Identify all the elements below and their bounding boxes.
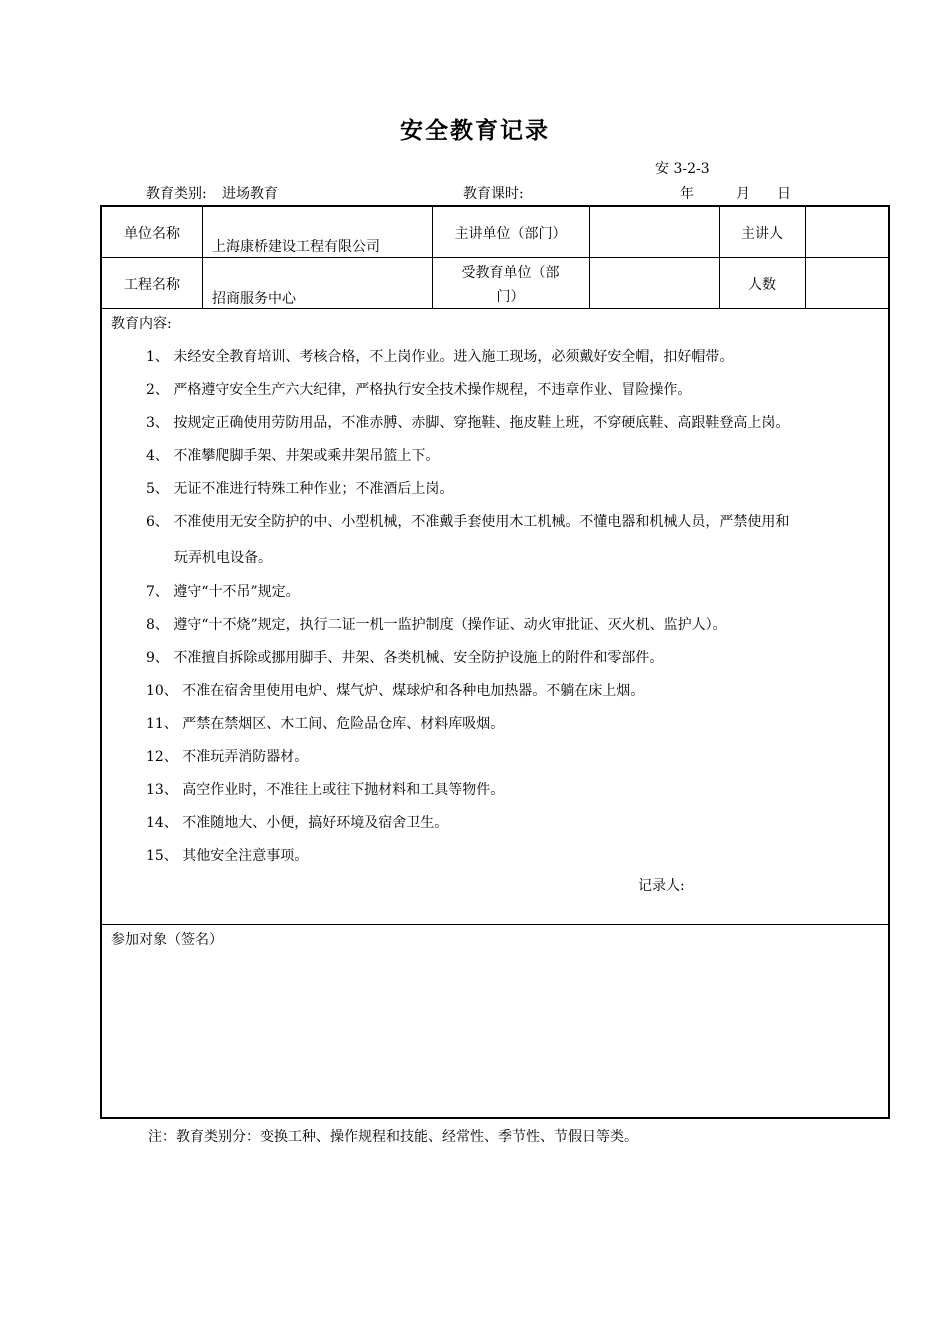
content-item: 15、 其他安全注意事项。: [146, 848, 309, 864]
content-item: 4、 不准攀爬脚手架、井架或乘井架吊篮上下。: [146, 448, 440, 464]
content-item: 5、 无证不准进行特殊工种作业；不准酒后上岗。: [146, 481, 454, 497]
col-divider: [805, 207, 806, 308]
trainee-unit-label: 受教育单位（部: [461, 265, 560, 281]
content-item: 8、 遵守“十不烧”规定，执行二证一机一监护制度（操作证、动火审批证、灭火机、监护人）。: [146, 617, 727, 633]
col-divider: [202, 207, 203, 308]
footnote: 注：教育类别分：变换工种、操作规程和技能、经常性、季节性、节假日等类。: [148, 1129, 638, 1145]
row-divider: [102, 257, 888, 258]
unit-name-label: 单位名称: [124, 226, 180, 242]
category-label: 教育类别:: [146, 186, 207, 202]
content-item: 2、 严格遵守安全生产六大纪律，严格执行安全技术操作规程，不违章作业、冒险操作。: [146, 382, 692, 398]
headcount-label: 人数: [748, 277, 776, 293]
hours-label: 教育课时:: [463, 186, 524, 202]
document-code: 安 3-2-3: [655, 161, 710, 177]
content-item: 1、 未经安全教育培训、考核合格，不上岗作业。进入施工现场，必须戴好安全帽，扣好帽带。: [146, 349, 734, 365]
day-label: 日: [777, 186, 791, 202]
host-unit-label: 主讲单位（部门）: [454, 226, 567, 242]
year-label: 年: [680, 186, 694, 202]
trainee-unit-label-cont: 门）: [496, 289, 525, 305]
content-item: 3、 按规定正确使用劳防用品，不准赤膊、赤脚、穿拖鞋、拖皮鞋上班，不穿硬底鞋、高跟鞋登高上岗。: [146, 415, 790, 431]
col-divider: [589, 207, 590, 308]
category-value: 进场教育: [222, 186, 278, 202]
month-label: 月: [736, 186, 750, 202]
content-item: 10、 不准在宿舍里使用电炉、煤气炉、煤球炉和各种电加热器。不躺在床上烟。: [146, 683, 645, 699]
participants-label: 参加对象（签名）: [111, 932, 223, 948]
content-item: 14、 不准随地大、小便，搞好环境及宿舍卫生。: [146, 815, 449, 831]
content-item: 9、 不准擅自拆除或挪用脚手、井架、各类机械、安全防护设施上的附件和零部件。: [146, 650, 664, 666]
unit-name-value: 上海康桥建设工程有限公司: [212, 239, 380, 255]
content-item: 11、 严禁在禁烟区、木工间、危险品仓库、材料库吸烟。: [146, 716, 505, 732]
recorder-label: 记录人:: [638, 878, 685, 894]
page-title: 安全教育记录: [400, 117, 550, 144]
lecturer-label: 主讲人: [741, 226, 783, 242]
content-item: 6、 不准使用无安全防护的中、小型机械，不准戴手套使用木工机械。不懂电器和机械人员，严禁使用和: [146, 514, 790, 530]
education-record-form: [100, 205, 890, 1119]
project-name-value: 招商服务中心: [212, 291, 296, 307]
content-item: 7、 遵守“十不吊”规定。: [146, 584, 300, 600]
content-item: 12、 不准玩弄消防器材。: [146, 749, 309, 765]
row-divider: [102, 924, 888, 925]
content-label: 教育内容:: [111, 316, 172, 332]
project-name-label: 工程名称: [124, 277, 180, 293]
content-item-continuation: 玩弄机电设备。: [174, 550, 272, 566]
content-item: 13、 高空作业时，不准往上或往下抛材料和工具等物件。: [146, 782, 505, 798]
row-divider: [102, 308, 888, 309]
